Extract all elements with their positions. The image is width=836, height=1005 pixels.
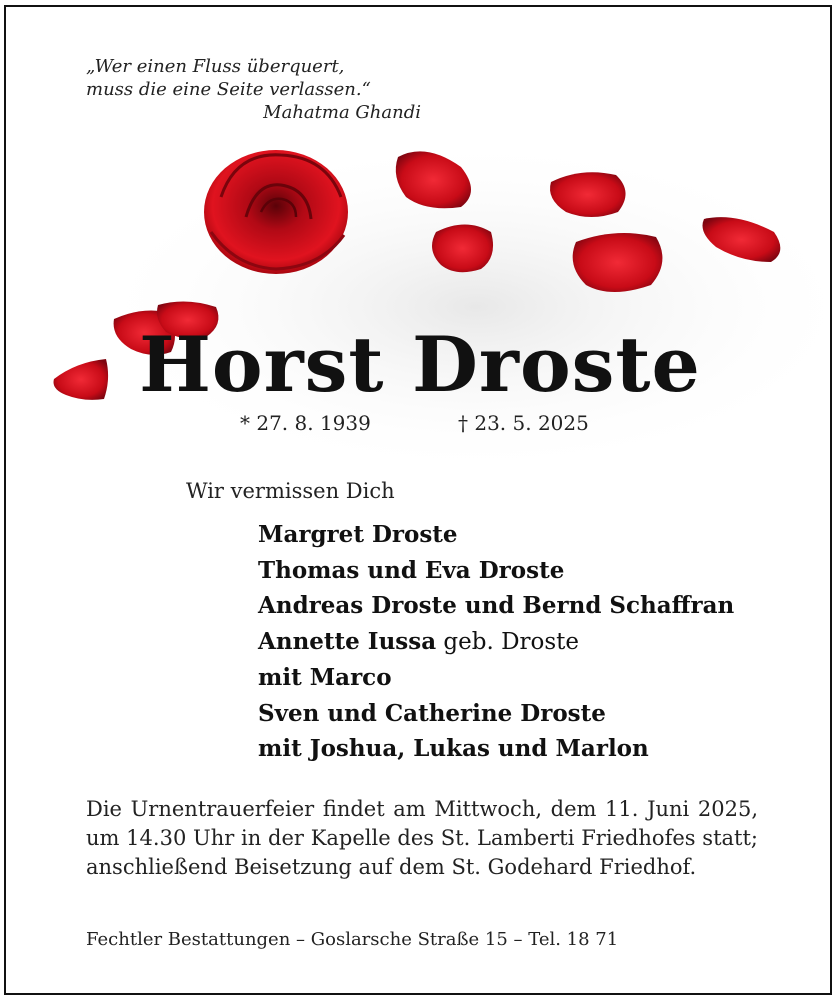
obituary-card — [4, 5, 832, 995]
mourner-line: mit Joshua, Lukas und Marlon — [258, 735, 649, 762]
birth-date: * 27. 8. 1939 — [240, 411, 371, 435]
miss-text: Wir vermissen Dich — [186, 479, 395, 503]
mourner-line: Thomas und Eva Droste — [258, 556, 565, 584]
mourner-name: Annette Iussa — [258, 627, 437, 655]
quote-author: Mahatma Ghandi — [263, 102, 421, 123]
rose-icon — [204, 150, 348, 274]
quote-line-1: „Wer einen Fluss überquert, — [86, 56, 345, 77]
quote-line-2: muss die eine Seite verlassen.“ — [86, 79, 371, 100]
funeral-home-footer: Fechtler Bestattungen – Goslarsche Straße 15 – Tel. 18 71 — [86, 929, 619, 950]
mourner-maiden-name: geb. Droste — [436, 628, 580, 655]
mourner-line: mit Marco — [258, 664, 392, 691]
mourners-list — [258, 517, 734, 767]
mourner-line: Sven und Catherine Droste — [258, 699, 606, 727]
deceased-name: Horst Droste — [139, 320, 701, 409]
quote-block — [86, 55, 426, 124]
mourner-line — [258, 624, 734, 661]
ceremony-text: Die Urnentrauerfeier findet am Mittwoch, dem 11. Juni 2025, um 14.30 Uhr in der Kapelle des St. Lamberti Friedhofes statt; anschließend Beisetzung auf dem St. Godehard Friedhof. — [86, 797, 758, 879]
mourner-line: Andreas Droste und Bernd Schaffran — [258, 592, 735, 619]
mourner-line: Margret Droste — [258, 521, 458, 548]
death-date: † 23. 5. 2025 — [458, 411, 589, 435]
life-dates — [240, 411, 640, 435]
